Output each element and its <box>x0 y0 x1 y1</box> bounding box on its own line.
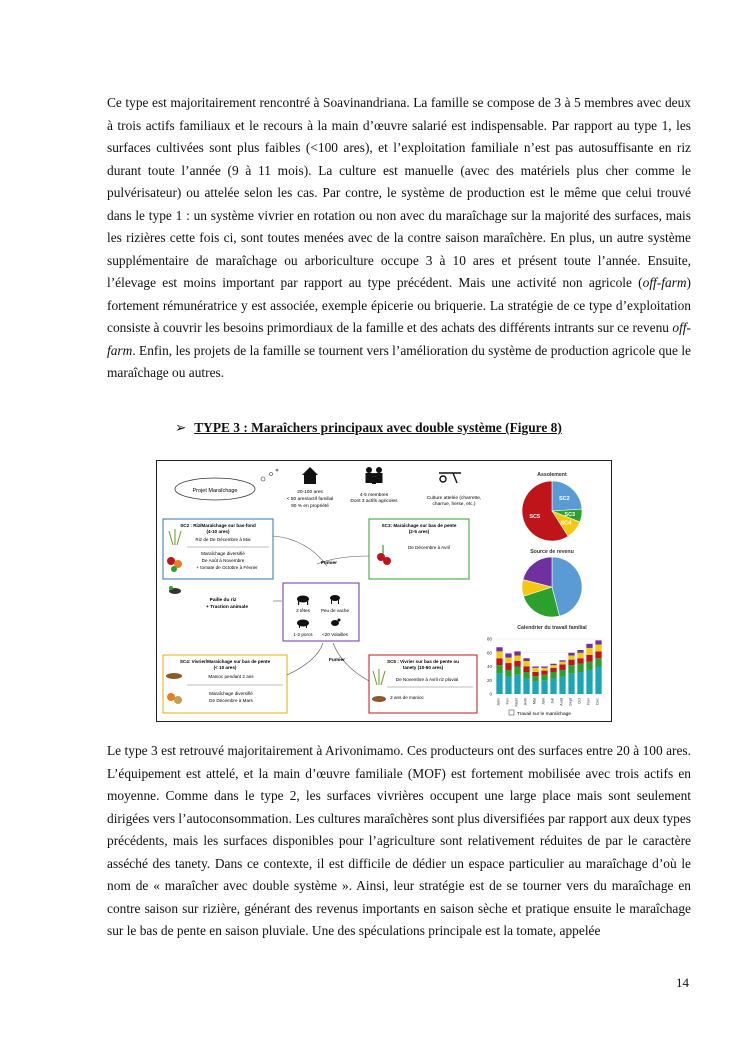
bar-1-0 <box>505 677 511 694</box>
xtick-label: Mai <box>532 698 537 705</box>
ytick-label: 60 <box>486 650 492 656</box>
bar-9-3 <box>577 653 583 659</box>
bar-3-2 <box>523 667 529 673</box>
arrow-bullet-icon: ➢ <box>175 420 187 435</box>
svg-text:SC5 : Vivrier sur bas de pente: SC5 : Vivrier sur bas de pente ou tanety (10-50 ares) <box>387 659 459 670</box>
bar-9-1 <box>577 664 583 672</box>
xtick-label: Dec <box>595 698 600 705</box>
figure-8 <box>156 460 612 722</box>
bar-8-2 <box>568 660 574 666</box>
bar-4-1 <box>532 676 538 682</box>
svg-text:Manioc pendant 2 ans: Manioc pendant 2 ans <box>208 674 254 679</box>
manioc-icon <box>372 696 386 702</box>
bar-11-1 <box>595 658 601 666</box>
svg-text:4-5 membresDont 3 actifs agric: 4-5 membres Dont 3 actifs agricoles <box>350 493 398 504</box>
bar-3-1 <box>523 672 529 679</box>
svg-text:Culture attelée (charrette,cha: Culture attelée (charrette, charrue, herse, etc.) <box>426 496 482 507</box>
bar-2-0 <box>514 675 520 694</box>
svg-text:Maraîchage diversifiéDe Août à: Maraîchage diversifié De Août à Novembre + tomate de Octobre à Février <box>196 551 258 570</box>
bar-0-2 <box>496 658 502 665</box>
bar-8-0 <box>568 673 574 694</box>
xtick-label: Oct <box>577 698 582 704</box>
section-heading: ➢ TYPE 3 : Maraîchers principaux avec double système (Figure 8) <box>175 420 562 435</box>
svg-text:2 têtes: 2 têtes <box>296 608 310 613</box>
bar-9-4 <box>577 650 583 653</box>
ytick-label: 0 <box>489 691 492 697</box>
bar-6-4 <box>550 664 556 665</box>
svg-text:SC2 : Riz/Maraîchage sur bas-f: SC2 : Riz/Maraîchage sur bas-fond (4-10 ares) <box>180 523 256 534</box>
xtick-label: Fev <box>505 698 510 705</box>
house-icon <box>302 467 318 484</box>
bar-0-3 <box>496 651 502 658</box>
compost-icon <box>169 586 181 594</box>
bar-9-0 <box>577 672 583 694</box>
bar-8-1 <box>568 665 574 673</box>
bar-4-3 <box>532 668 538 672</box>
bar-11-3 <box>595 645 601 652</box>
svg-text:Peu de vache: Peu de vache <box>320 608 350 613</box>
bar-8-4 <box>568 653 574 656</box>
pie1-label-2: SC4 <box>560 520 572 527</box>
ytick-label: 40 <box>486 664 492 669</box>
bar-1-1 <box>505 670 511 677</box>
bar-6-3 <box>550 665 556 668</box>
svg-text:Paille du riz+ Traction animal: Paille du riz + Traction animale <box>206 598 248 610</box>
bar-10-3 <box>586 648 592 655</box>
ytick-label: 20 <box>486 677 492 683</box>
calendrier-title: Calendrier du travail familial <box>517 625 587 631</box>
bar-3-0 <box>523 679 529 694</box>
page-number: 14 <box>676 975 689 990</box>
projet-label: Projet Maraîchage <box>192 488 238 494</box>
bar-2-1 <box>514 667 520 675</box>
svg-text:20-100 ares< 50 ares/actif fam: 20-100 ares < 50 ares/actif familial 90 % en propriété <box>286 490 334 509</box>
bar-1-3 <box>505 658 511 664</box>
cloud-icon <box>175 469 278 500</box>
bar-10-0 <box>586 670 592 694</box>
bar-6-0 <box>550 679 556 694</box>
ytick-label: 80 <box>486 636 492 642</box>
bar-10-1 <box>586 662 592 670</box>
bar-11-2 <box>595 651 601 658</box>
svg-text:De Décembre à Avril: De Décembre à Avril <box>407 545 451 550</box>
bar-0-4 <box>496 647 502 651</box>
bar-4-0 <box>532 682 538 694</box>
revenu-title: Source de revenu <box>530 549 574 555</box>
xtick-label: Mars <box>514 698 519 707</box>
xtick-label: Nov <box>586 698 591 705</box>
manioc-icon <box>166 673 182 679</box>
bar-11-4 <box>595 640 601 644</box>
svg-text:Maraîchage diversifiéDe Décemb: Maraîchage diversifié De Décembre à Mars <box>209 691 253 703</box>
bar-5-2 <box>541 671 547 675</box>
bar-10-4 <box>586 644 592 648</box>
pie1-label-3: SC5 <box>529 514 541 521</box>
bar-7-4 <box>559 660 565 661</box>
bar-7-2 <box>559 664 565 670</box>
xtick-label: Juin <box>541 698 546 705</box>
assolement-title: Assolement <box>537 472 567 478</box>
bar-7-0 <box>559 677 565 694</box>
svg-text:De Novembre à Avril riz pluvia: De Novembre à Avril riz pluvial <box>395 677 459 682</box>
bar-5-4 <box>541 667 547 668</box>
bar-5-1 <box>541 675 547 681</box>
bar-11-0 <box>595 667 601 695</box>
xtick-label: Avril <box>523 698 528 706</box>
bar-5-3 <box>541 668 547 671</box>
bar-3-3 <box>523 661 529 667</box>
xtick-label: Août <box>559 698 564 706</box>
svg-text:Fumier: Fumier <box>321 561 337 566</box>
xtick-label: Sept <box>568 698 573 706</box>
svg-text:1-2 porcs: 1-2 porcs <box>293 632 313 637</box>
svg-text:SC3: Maraîchage sur bas de pen: SC3: Maraîchage sur bas de pente (2-5 ares) <box>381 523 457 534</box>
bar-3-4 <box>523 658 529 661</box>
bar-4-2 <box>532 672 538 676</box>
svg-text:Riz de De Décembre à Mai: Riz de De Décembre à Mai <box>195 537 251 542</box>
bar-9-2 <box>577 658 583 664</box>
paragraph-2: Le type 3 est retrouvé majoritairement à Arivonimamo. Ces producteurs ont des surfaces entre 20 à 100 ares. L’équipement est attelé, et la main d’œuvre familiale (MOF) est fortement mobilisée avec trois actifs en moyenne. Comme dans le type 2, les surfaces vivrières occupent une large place mais sont seulement dirigées vers l’autoconsommation. Les cultures maraîchères sont plus diversifiées par rapport aux deux types précédents, mais les surfaces disponibles pour l’agriculture sont relativement réduites de par le caractère asséché des tanety. Dans ce contexte, il est difficile de dédier un espace particulier au maraîchage d’où le nom de « maraîcher avec double système ». Ainsi, leur stratégie est de se tourner vers du maraîchage en contre saison sur rizière, générant des revenus importants en saison sèche et pratique ensuite le maraîchage sur le bas de pente en saison pluviale. Une des spéculations principale est la tomate, appelée <box>107 743 691 938</box>
bar-4-4 <box>532 667 538 668</box>
bar-6-2 <box>550 668 556 672</box>
bar-0-1 <box>496 665 502 673</box>
bar-6-1 <box>550 672 556 679</box>
pie1-label-1: SC3 <box>564 511 576 518</box>
figure-diagram <box>157 461 611 721</box>
pie1-label-0: SC2 <box>558 495 570 502</box>
svg-text:<20 Volailles: <20 Volailles <box>322 632 348 637</box>
bar-10-2 <box>586 655 592 662</box>
bar-8-3 <box>568 656 574 660</box>
bar-1-4 <box>505 653 511 657</box>
svg-text:SC4: Vivrier/Maraîchage sur ba: SC4: Vivrier/Maraîchage sur bas de pente (< 10 ares) <box>179 659 271 670</box>
bar-7-3 <box>559 662 565 665</box>
bar-2-2 <box>514 661 520 667</box>
bar-5-0 <box>541 680 547 694</box>
bar-7-1 <box>559 670 565 677</box>
xtick-label: Janv <box>496 698 501 707</box>
bar-0-0 <box>496 673 502 694</box>
svg-text:Fumier: Fumier <box>329 658 345 663</box>
bar-2-3 <box>514 656 520 662</box>
xtick-label: Juil <box>550 698 555 704</box>
plough-icon <box>439 473 461 483</box>
bar-2-4 <box>514 651 520 655</box>
bar-1-2 <box>505 663 511 670</box>
paragraph-1: Ce type est majoritairement rencontré à Soavinandriana. La famille se compose de 3 à 5 membres avec deux à trois actifs familiaux et le recours à la main d’œuvre salarié est indispensable. Par rapport au type 1, les surfaces cultivées sont plus faibles (<100 ares), et l’exploitation familiale n’est pas autosuffisante en riz durant toute l’année (9 à 11 mois). La culture est manuelle (avec des matériels plus cher comme le pulvérisateur) ou attelée selon les cas. Par contre, le système de production est le même que celui trouvé dans le type 1 : un système vivrier en rotation ou non avec du maraîchage sur la majorité des surfaces, mais les rizières cette fois ci, sont toutes menées avec de la contre saison maraîchère. En plus, un autre système supplémentaire de maraîchage ou arboriculture occupe 3 à 10 ares et présent toute l’année. Ensuite, l’élevage est moins important par rapport au type précédent. Mais une activité non agricole (off-farm) fortement rémunératrice y est associée, exemple épicerie ou briquerie. La stratégie de ce type d’exploitation consiste à couvrir les besoins primordiaux de la famille et des achats des différents intrants sur ce revenu off-farm. Enfin, les projets de la famille se tournent vers l’amélioration du système de production agricole que le maraîchage ou autres. <box>107 95 691 380</box>
legend-label: Travail sur le maraîchage <box>517 712 571 717</box>
svg-text:2 ans de manioc: 2 ans de manioc <box>390 695 424 700</box>
family-icon <box>366 467 383 484</box>
